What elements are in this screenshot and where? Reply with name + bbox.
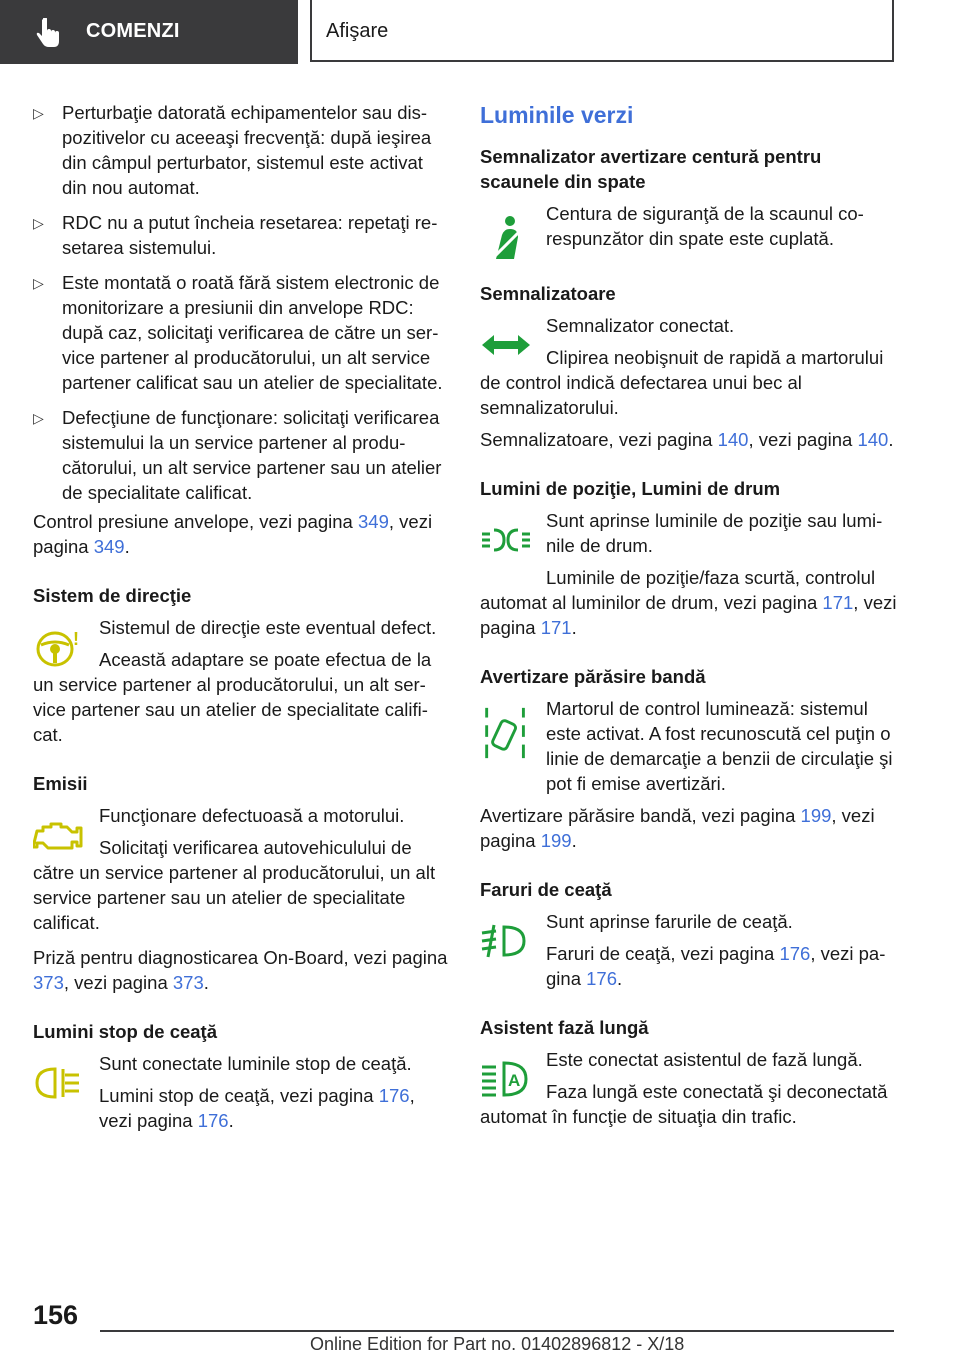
triangle-bullet-icon: ▷ [33,275,44,291]
turn-signal-arrows-icon [480,321,532,369]
chapter-tab [310,0,894,62]
rear-fog-light-icon [33,1059,85,1107]
engine-warning: Funcţionare defectuoasă a motorului. Solicitaţi verificarea autovehiculului de către un service partener al producătorului, un alt service partener sau un atelier de specialitate calificat. [33,805,436,933]
left-column [33,100,449,1140]
front-fog-light: Sunt aprinse farurile de ceaţă. Faruri de ceaţă, vezi pagina 176, vezi pagina 176. [480,909,898,991]
page-link[interactable]: 176 [197,1110,229,1131]
page-link[interactable]: 199 [540,830,572,851]
parking-lights-icon [480,516,532,564]
bullet-item: ▷ Perturbaţie datorată echipamentelor sau dispozitivelor cu aceeaşi frecvenţă: după ieşirea din câmpul perturbator, sistemul este activat din nou automat. [33,102,432,198]
lane-reference: Avertizare părăsire bandă, vezi pagina 199, vezi pagina 199. [480,805,875,851]
bullet-item: ▷ Defecţiune de funcţionare: solicitaţi verificarea sistemului la un service partener al producătorului, un alt service partener sau un atelier de specialitate calificat. [33,407,442,503]
high-beam-assistant-icon [480,1055,532,1103]
highbeam-assist: A Este conectat asistentul de fază lungă. Faza lungă este conectată şi deconectată automat în funcţie de situaţia din trafic. [480,1049,888,1127]
svg-text:!: ! [73,629,79,649]
lane-departure: Martorul de control luminează: sistemul este activat. A fost recunoscută cel puţin o linie de demarcaţie a benzii de circulaţie şi pot fi emise avertizări. Avertizare părăsire bandă, vezi pagina 199, vezi pagina 199. [480,696,898,853]
page-link[interactable]: 349 [358,511,389,532]
lane-heading: Avertizare părăsire bandă [480,666,706,687]
rear-fog-reference: Lumini stop de ceaţă, vezi pagina 176, vezi pagina 176. [99,1085,415,1131]
triangle-bullet-icon: ▷ [33,105,44,121]
hand-touch-icon [36,18,62,48]
page-link[interactable]: 171 [822,592,854,613]
tpms-reference: Control presiune anvelope, vezi pagina 349, vezi pagina 349. [33,511,433,557]
front-fog-heading: Faruri de ceaţă [480,879,612,900]
seatbelt-icon [480,213,532,261]
page-link[interactable]: 171 [540,617,572,638]
page-link[interactable]: 373 [33,972,64,993]
page-number: 156 [33,1300,79,1330]
turn-heading: Semnalizatoare [480,283,616,304]
engine-check-icon [33,811,85,859]
page-link[interactable]: 349 [93,536,125,557]
emissions-heading: Emisii [33,773,88,794]
lane-departure-icon [480,704,532,762]
chapter-label: Afişare [326,20,389,42]
position-lights: Sunt aprinse luminile de poziţie sau luminile de drum. Luminile de poziţie/faza scurtă, controlul automat al luminilor de drum, vezi pagina 171, vezi pagina 171. [480,510,897,638]
front-fog-light-icon [480,917,532,965]
page-link[interactable]: 176 [779,943,811,964]
triangle-bullet-icon: ▷ [33,215,44,231]
page-link[interactable]: 176 [378,1085,410,1106]
steering-wheel-warning-icon [33,623,85,671]
belt-indicator: Centura de siguranţă de la scaunul corespunzător din spate este cuplată. [480,201,898,257]
belt-heading: Semnalizator avertizare centură pentru scaunele din spate [480,146,822,192]
bullet-item: ▷ Este montată o roată fără sistem electronic de monitorizare a presiunii din anvelope RDC: după caz, solicitaţi verificarea de către un service partener al producătorului, un alt service partener calificat sau un atelier de specialitate. [33,272,443,393]
page-link[interactable]: 176 [586,968,617,989]
rear-fog-light: Sunt conectate luminile stop de ceaţă. Lumini stop de ceaţă, vezi pagina 176, vezi pagina 176. [33,1051,449,1133]
steering-warning: ! Sistemul de direcţie este eventual defect. Această adaptare se poate efectua de la un service partener al producătorului, un alt service partener sau un atelier de specialitate calificat. [33,617,437,745]
highbeam-heading: Asistent fază lungă [480,1017,649,1038]
section-title: Luminile verzi [480,102,634,128]
bullet-item: ▷ RDC nu a putut încheia resetarea: repetaţi resetarea sistemului. [33,212,438,258]
edition-info: Online Edition for Part no. 01402896812 - X/18 [310,1334,685,1354]
triangle-bullet-icon: ▷ [33,410,44,426]
front-fog-reference: Faruri de ceaţă, vezi pagina 176, vezi pagina 176. [546,943,886,989]
turn-reference: Semnalizatoare, vezi pagina 140, vezi pagina 140. [480,429,894,450]
page-link[interactable]: 199 [800,805,832,826]
footer-divider [100,1330,894,1332]
turn-indicator: Semnalizator conectat. Clipirea neobişnuit de rapidă a martorului de control indică defectarea unui bec al semnalizatorului. Semnalizatoare, vezi pagina 140, vezi pagina 140. [480,313,898,452]
position-heading: Lumini de poziţie, Lumini de drum [480,478,781,499]
obd-reference: Priză pentru diagnosticarea On-Board, vezi pagina 373, vezi pagina 373. [33,947,448,993]
page-link[interactable]: 373 [172,972,204,993]
section-tab [0,0,298,64]
steering-heading: Sistem de direcţie [33,585,192,606]
position-reference: Luminile de poziţie/faza scurtă, controlul automat al luminilor de drum, vezi pagina 171, vezi pagina 171. [480,567,897,638]
right-column [480,100,898,1136]
page-link[interactable]: 140 [857,429,889,450]
section-label: COMENZI [86,20,180,42]
svg-text:A: A [508,1071,521,1090]
page-link[interactable]: 140 [717,429,749,450]
rear-fog-heading: Lumini stop de ceaţă [33,1021,218,1042]
